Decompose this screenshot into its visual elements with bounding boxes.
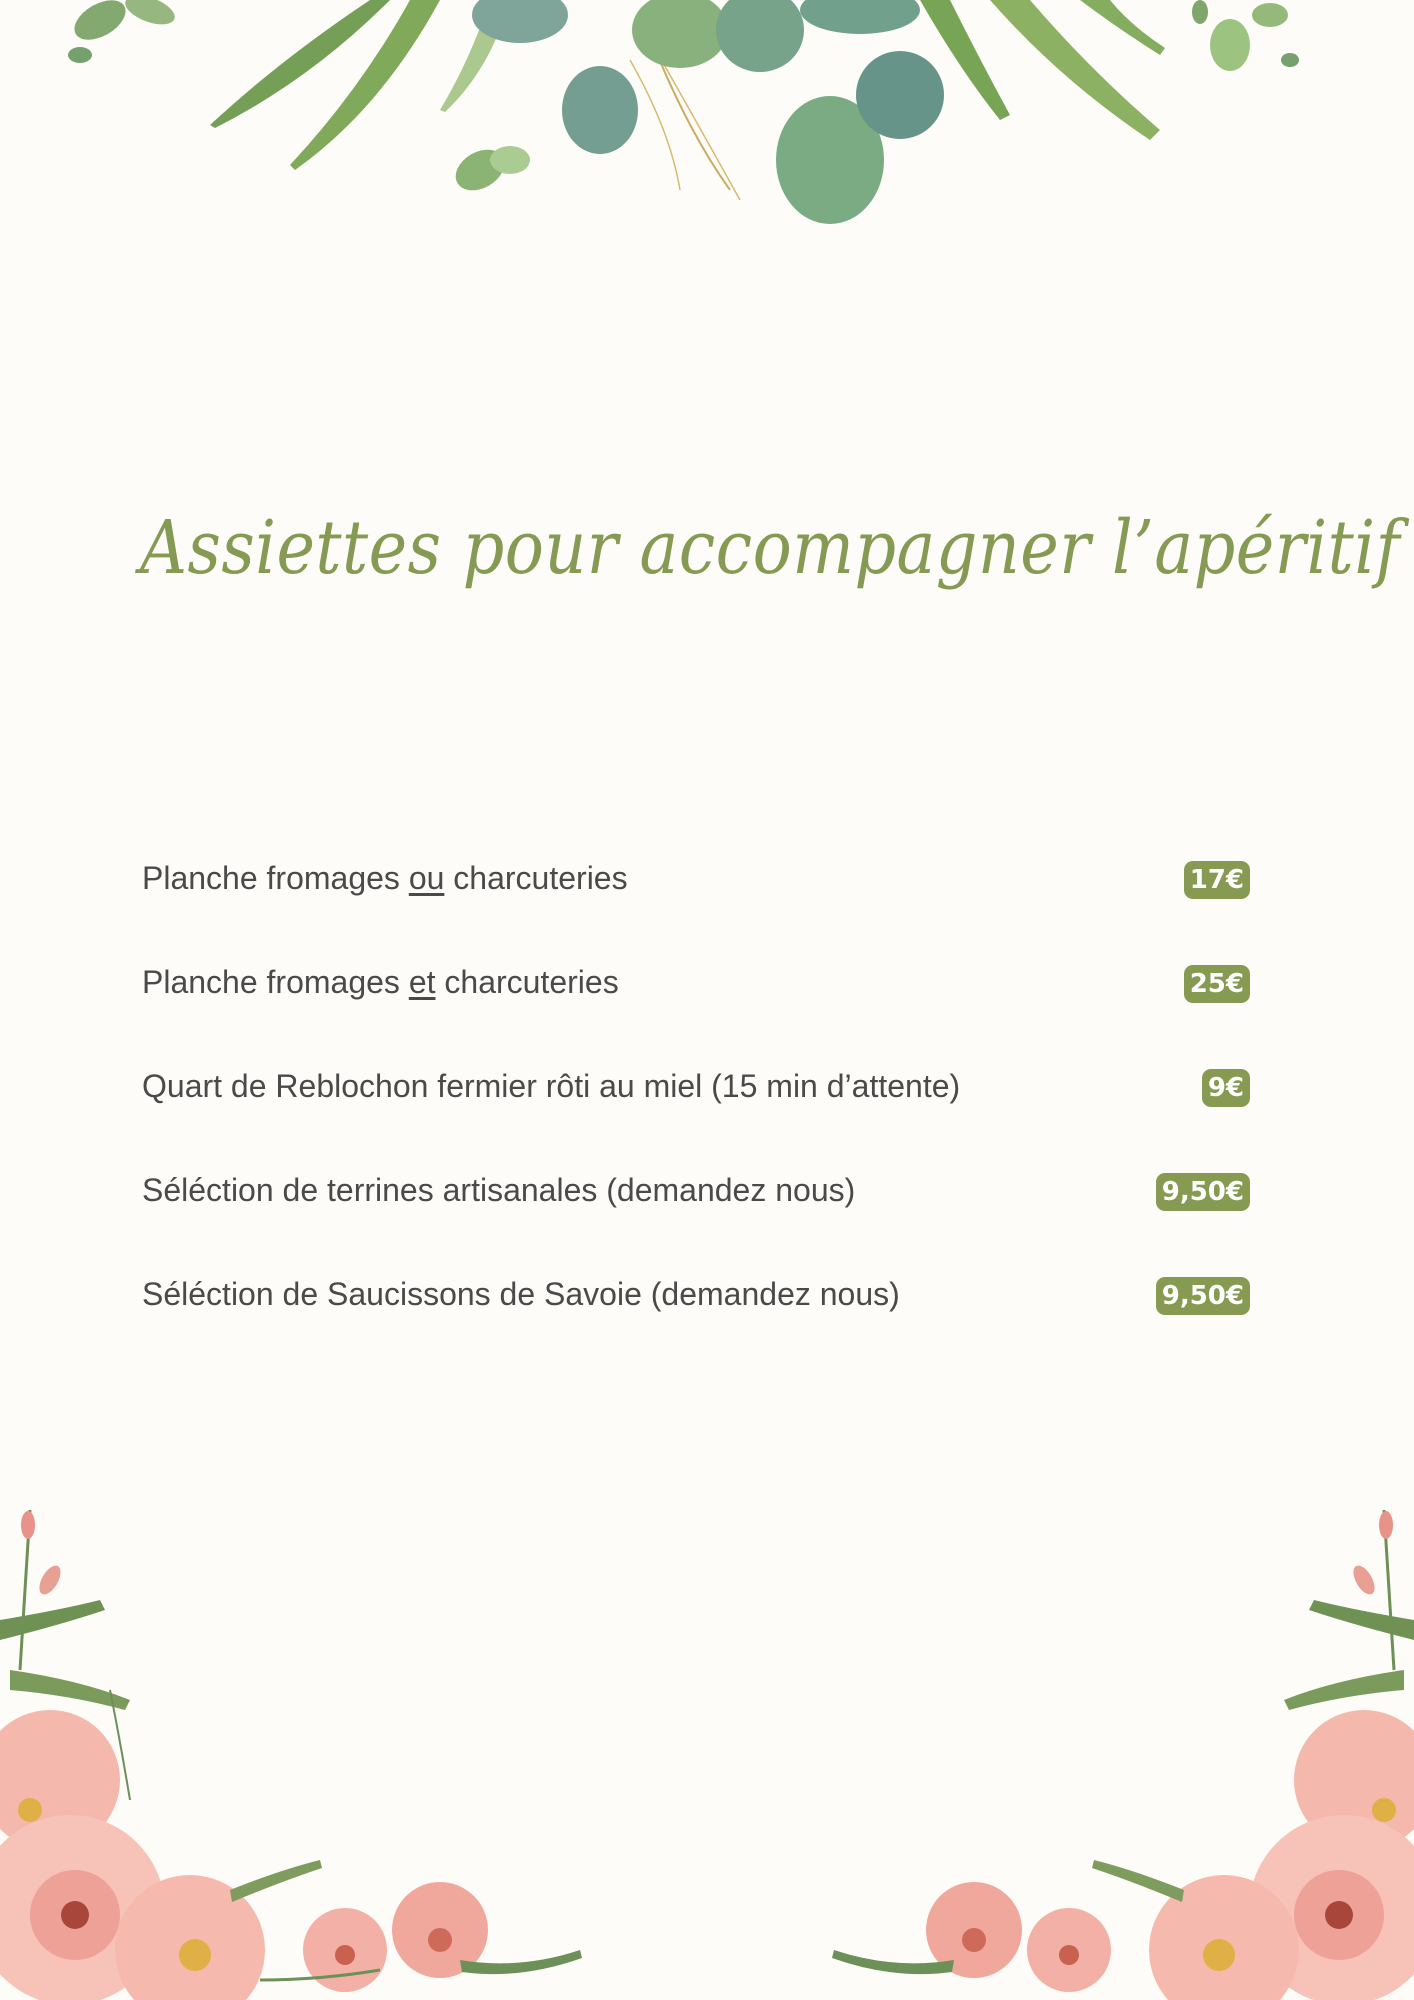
list-item: [142, 1164, 1250, 1268]
price-badge: 25€: [1184, 965, 1250, 1003]
price-badge: 17€: [1184, 861, 1250, 899]
list-item: [142, 852, 1250, 956]
price-badge: 9€: [1202, 1069, 1250, 1107]
eucalyptus-foliage-top: [40, 0, 1320, 260]
list-item: [142, 1268, 1250, 1372]
item-name: Séléction de terrines artisanales (demandez nous): [142, 1172, 856, 1208]
item-name: Planche fromages ou charcuteries: [142, 860, 628, 896]
item-name: Planche fromages et charcuteries: [142, 964, 619, 1000]
pink-flowers-bottom-left: [0, 1510, 600, 2000]
item-name: Quart de Reblochon fermier rôti au miel (15 min d’attente): [142, 1068, 961, 1104]
pink-flowers-bottom-right: [814, 1510, 1414, 2000]
price-badge: 9,50€: [1156, 1277, 1250, 1315]
list-item: [142, 956, 1250, 1060]
price-badge: 9,50€: [1156, 1173, 1250, 1211]
underlined-word: et: [408, 964, 436, 1000]
menu-list: [142, 852, 1250, 1372]
item-name: Séléction de Saucissons de Savoie (demandez nous): [142, 1276, 900, 1312]
list-item: [142, 1060, 1250, 1164]
underlined-word: ou: [408, 860, 445, 896]
page-title: Assiettes pour accompagner l’apéritif: [140, 505, 1401, 591]
